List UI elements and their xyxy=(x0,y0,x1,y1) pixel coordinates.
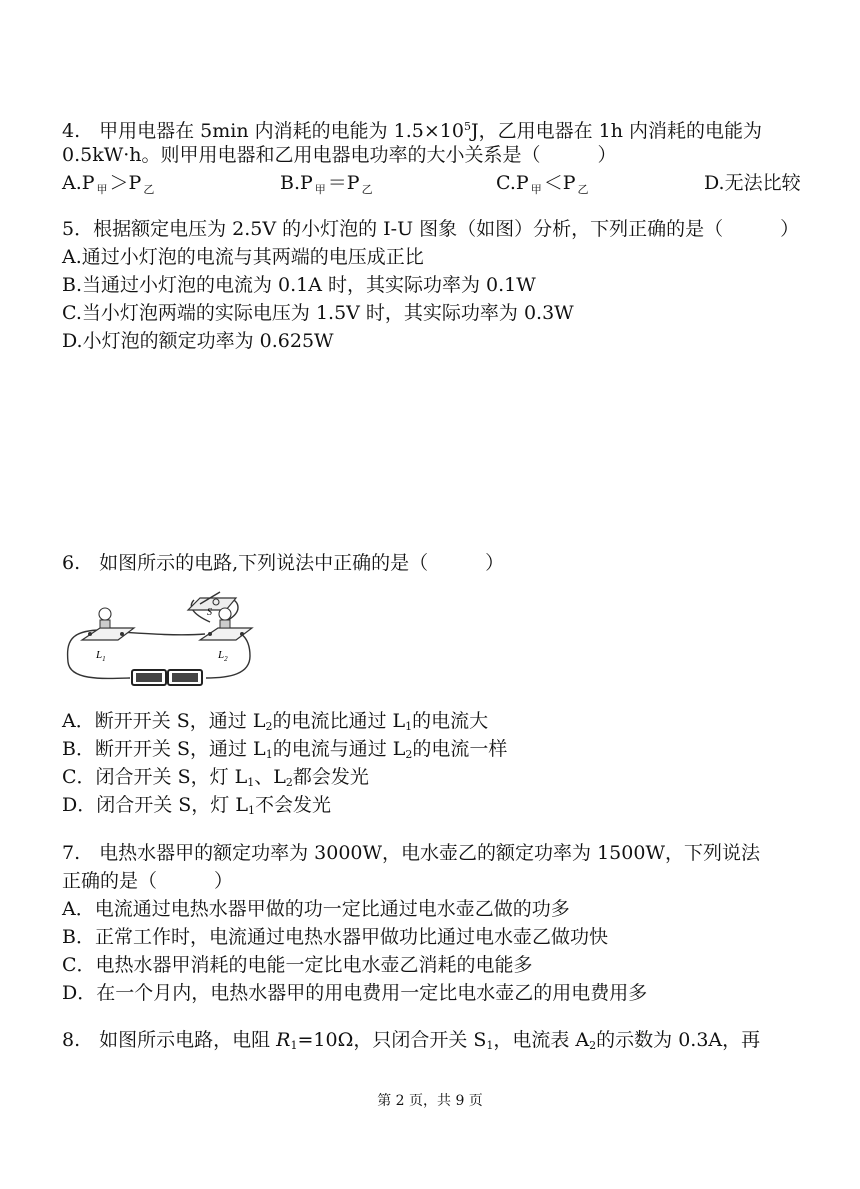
q4-option-c: C.P $_甲$ ＜P $_乙$ xyxy=(496,172,589,196)
q6-stem: 6. 如图所示的电路,下列说法中正确的是（ ） xyxy=(62,552,505,574)
q4-option-b: B.P $_甲$ ＝P $_乙$ xyxy=(280,172,373,196)
q6-option-b: B．断开开关 S，通过 $L_1$的电流与通过 $L_2$的电流一样 xyxy=(62,738,508,761)
q4-option-a: A.P $_甲$ ＞P $_乙$ xyxy=(62,172,155,196)
q5-option-a: A.通过小灯泡的电流与其两端的电压成正比 xyxy=(62,246,424,268)
q7-option-c: C．电热水器甲消耗的电能一定比电水壶乙消耗的电能多 xyxy=(62,954,533,976)
q4-line-1: 4. 甲用电器在 5min 内消耗的电能为 $1.5\times 10^5J$，乙用电器在 1h 内消耗的电能为 xyxy=(62,120,763,142)
q7-line-1: 7. 电热水器甲的额定功率为 3000W，电水壶乙的额定功率为 1500W，下列说法 xyxy=(62,842,760,864)
q5-option-d: D.小灯泡的额定功率为 0.625W xyxy=(62,330,334,352)
q7-line-2: 正确的是（ ） xyxy=(62,870,234,892)
q7-option-d: D．在一个月内，电热水器甲的用电费用一定比电水壶乙的用电费用多 xyxy=(62,982,648,1004)
q8-line-1: 8. 如图所示电路，电阻 $R_1=10\Omega$，只闭合开关 $S_1$，电流表 $A_2$的示数为 0.3A，再 xyxy=(62,1029,761,1052)
page-footer: 第 2 页，共 9 页 xyxy=(377,1093,483,1109)
q7-option-a: A．电流通过电热水器甲做的功一定比通过电水壶乙做的功多 xyxy=(62,898,570,920)
q5-option-c: C.当小灯泡两端的实际电压为 1.5V 时，其实际功率为 0.3W xyxy=(62,302,574,324)
q5-option-b: B.当通过小灯泡的电流为 0.1A 时，其实际功率为 0.1W xyxy=(62,274,536,296)
lamp-l1-label: $L_1$ xyxy=(96,649,106,663)
q6-option-d: D．闭合开关 S，灯 $L_1$不会发光 xyxy=(62,794,331,817)
q4-line-2: 0.5kW·h。则甲用电器和乙用电器电功率的大小关系是（ ） xyxy=(62,144,617,166)
q6-option-a: A．断开开关 S，通过 $L_2$的电流比通过 $L_1$的电流大 xyxy=(62,710,489,733)
q6-option-c: C．闭合开关 S，灯 $L_1$、$L_2$都会发光 xyxy=(62,766,369,789)
q5-stem: 5．根据额定电压为 2.5V 的小灯泡的 I-U 图象（如图）分析，下列正确的是（ ） xyxy=(62,218,800,240)
q4-option-d: D.无法比较 xyxy=(704,172,801,194)
circuit-figure xyxy=(60,582,260,694)
switch-label: S xyxy=(207,607,212,618)
lamp-l2-label: $L_2$ xyxy=(218,649,228,663)
q7-option-b: B．正常工作时，电流通过电热水器甲做功比通过电水壶乙做功快 xyxy=(62,926,608,948)
